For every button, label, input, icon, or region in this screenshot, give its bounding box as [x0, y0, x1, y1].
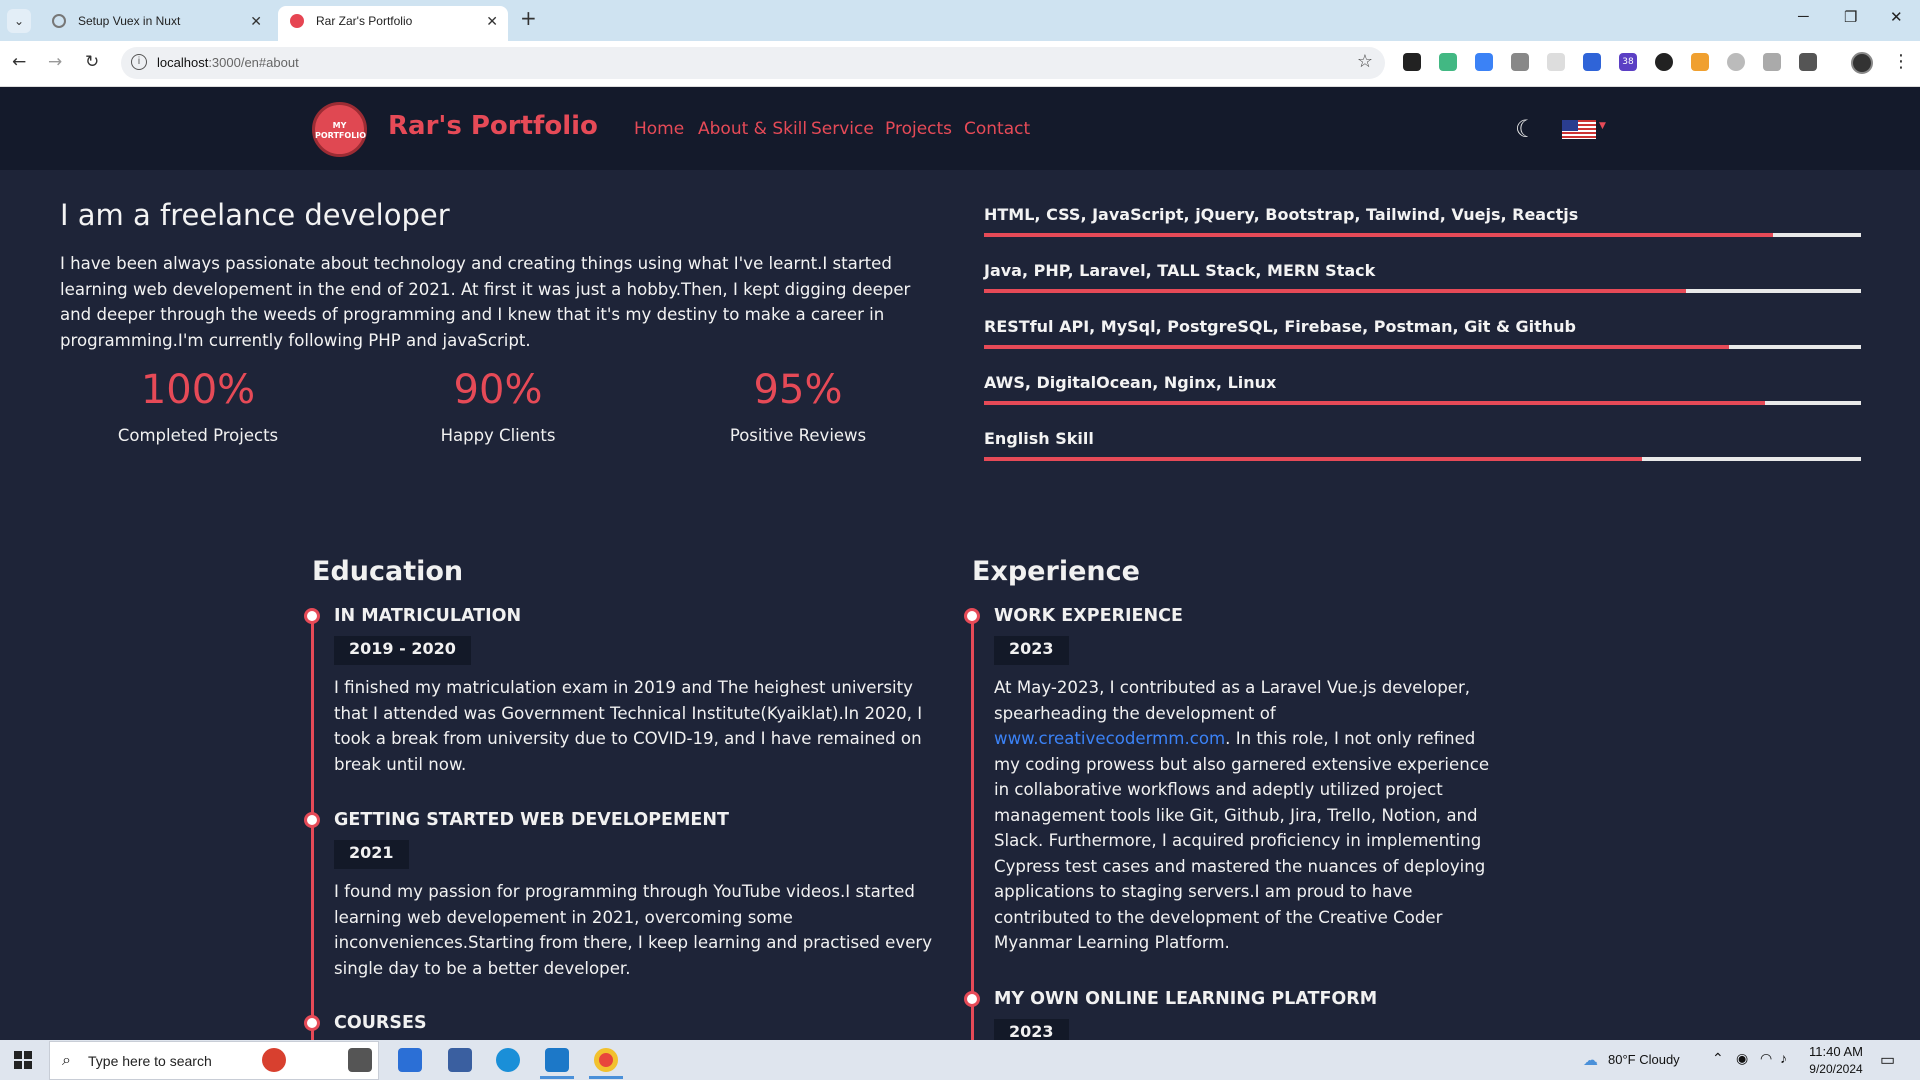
site-header [0, 87, 1920, 170]
skill-item [984, 429, 1861, 461]
education-item-title: GETTING STARTED WEB DEVELOPEMENT [334, 810, 729, 830]
apple-app-icon[interactable] [262, 1048, 286, 1072]
education-item-date: 2019 - 2020 [334, 636, 471, 665]
timeline-dot [304, 608, 320, 624]
stat-label: Happy Clients [440, 426, 556, 445]
notification-icon[interactable]: ▭ [1880, 1052, 1896, 1069]
education-item-text: I found my passion for programming through YouTube videos.I started learning web developement in 2021, overcoming some inconveniences.Starting from there, I keep learning and practised every single day to be a better developer. [334, 882, 933, 978]
skill-progress-fill [984, 345, 1729, 349]
skill-item [984, 373, 1861, 405]
extension-doc-icon[interactable] [1583, 53, 1601, 71]
skill-progress-bar [984, 401, 1861, 405]
nav-service[interactable]: Service [811, 119, 874, 139]
nav-projects[interactable]: Projects [885, 119, 953, 139]
vscode-icon[interactable] [545, 1048, 569, 1072]
task-view-icon[interactable] [348, 1048, 372, 1072]
experience-item-date: 2023 [994, 636, 1069, 665]
nav-contact[interactable]: Contact [964, 119, 1031, 139]
close-tab-icon[interactable]: ✕ [486, 13, 498, 29]
skill-item [984, 205, 1861, 237]
browser-menu-icon[interactable]: ⋮ [1892, 51, 1910, 72]
weather-icon: ☁ [1583, 1052, 1598, 1069]
skill-label: English Skill [984, 429, 1094, 448]
tab-title: Setup Vuex in Nuxt [78, 14, 181, 28]
extension-circle-icon[interactable] [1655, 53, 1673, 71]
reload-icon[interactable]: ↻ [85, 52, 100, 72]
extension-pen-icon[interactable] [1403, 53, 1421, 71]
experience-item-date: 2023 [994, 1019, 1069, 1040]
volume-icon[interactable]: ♪ [1780, 1050, 1787, 1066]
timeline-line [971, 615, 974, 1040]
taskbar-search-input[interactable]: ⌕ Type here to search [49, 1041, 379, 1080]
tab-title: Rar Zar's Portfolio [316, 14, 413, 28]
timeline-dot [304, 812, 320, 828]
postgres-icon[interactable] [448, 1048, 472, 1072]
skill-progress-fill [984, 289, 1686, 293]
edge-icon[interactable] [496, 1048, 520, 1072]
stat-value: 95% [753, 367, 843, 413]
weather-text[interactable]: 80°F Cloudy [1608, 1052, 1680, 1067]
skill-item [984, 261, 1861, 293]
url-text[interactable]: localhost:3000/en#about [157, 55, 299, 70]
experience-title: Experience [972, 556, 1140, 587]
address-bar[interactable] [121, 47, 1385, 79]
extension-vue-icon[interactable] [1439, 53, 1457, 71]
timeline-dot [964, 608, 980, 624]
extensions-puzzle-icon[interactable] [1799, 53, 1817, 71]
skill-progress-bar [984, 457, 1861, 461]
extension-badge-icon[interactable]: 38 [1619, 53, 1637, 71]
new-tab-icon[interactable]: + [520, 6, 537, 30]
moon-icon[interactable]: ☾ [1515, 115, 1537, 143]
browser-tab-bar [0, 0, 1920, 41]
minimize-button[interactable]: ─ [1798, 8, 1809, 25]
nav-about-skill[interactable]: About & Skill [698, 119, 808, 139]
skill-progress-fill [984, 233, 1773, 237]
bookmark-star-icon[interactable]: ☆ [1356, 51, 1373, 72]
extension-cloud-icon[interactable] [1763, 53, 1781, 71]
skill-progress-bar [984, 345, 1861, 349]
skill-label: HTML, CSS, JavaScript, jQuery, Bootstrap, Tailwind, Vuejs, Reactjs [984, 205, 1579, 224]
tab-portfolio[interactable] [278, 6, 508, 41]
skill-progress-fill [984, 401, 1765, 405]
chevron-down-icon[interactable]: ▼ [1599, 121, 1606, 131]
skill-label: AWS, DigitalOcean, Nginx, Linux [984, 373, 1277, 392]
experience-item-title: WORK EXPERIENCE [994, 606, 1183, 626]
stat-value: 90% [453, 367, 543, 413]
site-logo[interactable]: MY PORTFOLIO [312, 102, 367, 157]
forward-icon[interactable]: → [48, 52, 63, 72]
active-indicator [540, 1076, 574, 1079]
brand-title[interactable]: Rar's Portfolio [388, 111, 598, 141]
tab-search-chevron-icon[interactable]: ⌄ [7, 9, 31, 33]
skill-progress-fill [984, 457, 1642, 461]
education-item-title: COURSES [334, 1013, 427, 1033]
skill-label: Java, PHP, Laravel, TALL Stack, MERN Stack [984, 261, 1376, 280]
tray-chevron-icon[interactable]: ⌃ [1712, 1050, 1724, 1066]
about-title: I am a freelance developer [60, 198, 450, 232]
site-info-icon[interactable]: i [131, 54, 147, 70]
portfolio-favicon-icon [290, 14, 304, 28]
back-icon[interactable]: ← [12, 52, 27, 72]
clock-date[interactable]: 9/20/2024 [1809, 1062, 1863, 1076]
experience-item-title: MY OWN ONLINE LEARNING PLATFORM [994, 989, 1378, 1009]
creativecoder-link[interactable]: www.creativecodermm.com [994, 729, 1226, 748]
stat-label: Completed Projects [117, 426, 279, 445]
experience-item-text: At May-2023, I contributed as a Laravel Vue.js developer, spearheading the development of www.creativecodermm.com. In this role, I not only refined my coding prowess but also garnered extensive experience in collaborative workflows and adeptly utilized project management tools like Git, Github, Jira, Trello, Notion, and Slack. Furthermore, I acquired proficiency in implementing Cypress test cases and mastered the nuances of deploying applications to staging servers.I am proud to have contributed to the development of the Creative Coder Myanmar Learning Platform. [994, 678, 1490, 952]
extension-code-icon[interactable] [1727, 53, 1745, 71]
windows-start-icon[interactable] [14, 1051, 32, 1069]
extension-orange-icon[interactable] [1691, 53, 1709, 71]
skill-progress-bar [984, 233, 1861, 237]
timeline-dot [964, 991, 980, 1007]
extension-gear-icon[interactable] [1511, 53, 1529, 71]
stat-label: Positive Reviews [729, 426, 867, 445]
store-icon[interactable] [398, 1048, 422, 1072]
nav-home[interactable]: Home [634, 119, 685, 139]
globe-icon [52, 14, 66, 28]
extension-f-icon[interactable] [1475, 53, 1493, 71]
timeline-dot [304, 1015, 320, 1031]
about-paragraph: I have been always passionate about technology and creating things using what I've learnt.I started learning web developement in the end of 2021. At first it was just a hobby.Then, I kept digging deeper and deeper through the weeds of programming and I knew that it's my destiny to make a career in programming.I'm currently following PHP and javaScript. [60, 254, 911, 350]
chrome-icon[interactable] [594, 1048, 618, 1072]
close-tab-icon[interactable]: ✕ [250, 13, 262, 29]
education-title: Education [312, 556, 464, 587]
active-indicator [589, 1076, 623, 1079]
education-item-text: I finished my matriculation exam in 2019 and The heighest university that I attended was Government Technical Institute(Kyaiklat).In 2020, I took a break from university due to COVID-19, and I have remained on break until now. [334, 678, 923, 774]
clock-time[interactable]: 11:40 AM [1809, 1044, 1863, 1059]
extension-blank-icon[interactable] [1547, 53, 1565, 71]
stat-value: 100% [140, 367, 256, 413]
skill-label: RESTful API, MySql, PostgreSQL, Firebase, Postman, Git & Github [984, 317, 1577, 336]
profile-avatar[interactable] [1851, 52, 1873, 74]
tab-setup-vuex[interactable] [40, 6, 272, 41]
education-item-title: IN MATRICULATION [334, 606, 522, 626]
tray-record-icon[interactable]: ◉ [1736, 1050, 1749, 1066]
skill-item [984, 317, 1861, 349]
restore-button[interactable]: ❐ [1844, 9, 1858, 26]
education-item-date: 2021 [334, 840, 409, 869]
skill-progress-bar [984, 289, 1861, 293]
network-icon[interactable]: ◠ [1760, 1050, 1773, 1066]
close-window-button[interactable]: ✕ [1890, 9, 1903, 26]
search-icon: ⌕ [62, 1050, 71, 1069]
us-flag-icon[interactable] [1562, 120, 1596, 139]
